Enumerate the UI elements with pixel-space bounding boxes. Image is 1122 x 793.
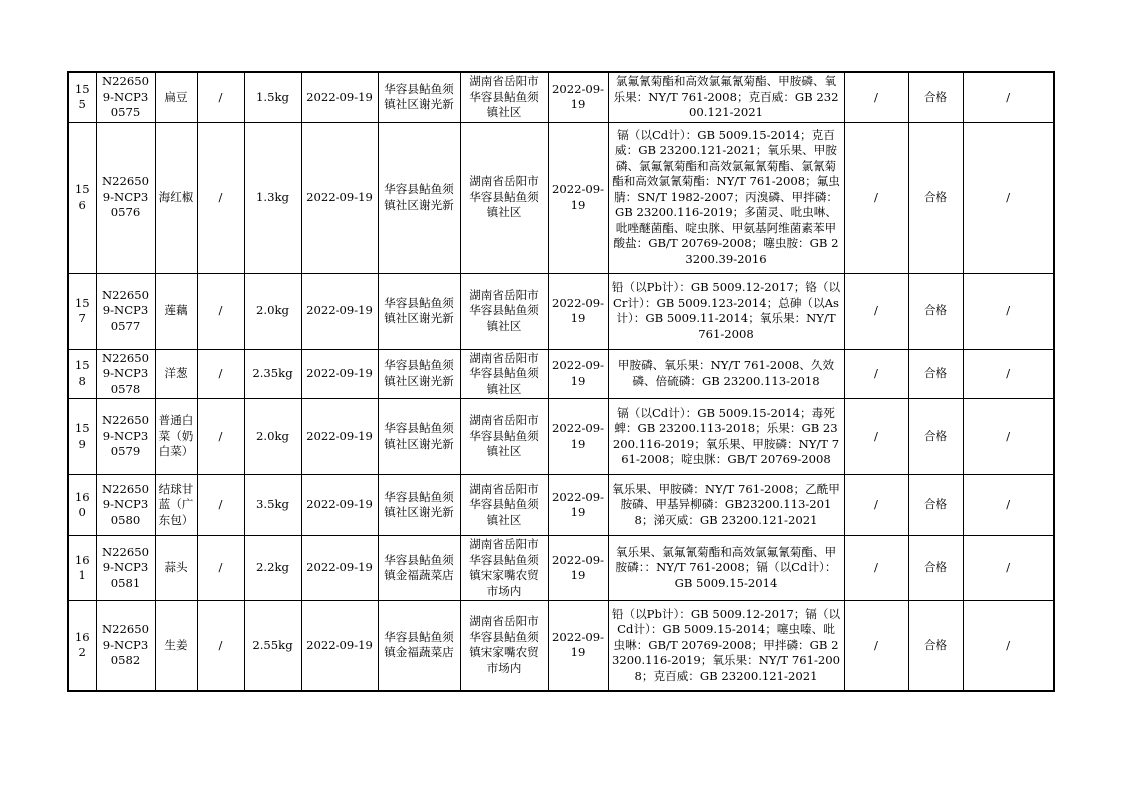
row-number: 162 [68,601,96,691]
result-cell: 合格 [908,399,963,475]
sampled-unit: 华容县鲇鱼须镇社区谢光新 [378,475,460,536]
sample-quantity: 1.3kg [244,122,301,273]
unit-address: 湖南省岳阳市华容县鲇鱼须镇社区 [460,72,548,122]
sample-quantity: 2.2kg [244,536,301,601]
sample-name: 莲藕 [155,273,197,349]
inspection-items: 氯氟氰菊酯和高效氯氟氰菊酯、甲胺磷、氧乐果：NY/T 761-2008；克百威：GB 23200.121-2021 [608,72,844,122]
table-row [68,273,1054,349]
sample-name: 结球甘蓝（广东包） [155,475,197,536]
row-number: 156 [68,122,96,273]
slash-cell: / [844,475,908,536]
unit-address: 湖南省岳阳市华容县鲇鱼须镇社区 [460,349,548,399]
row-number: 159 [68,399,96,475]
production-date: 2022-09-19 [548,273,608,349]
sample-name: 普通白菜（奶白菜） [155,399,197,475]
table-row [68,399,1054,475]
slash-cell: / [844,536,908,601]
sample-name: 海红椒 [155,122,197,273]
inspection-items: 氧乐果、氯氟氰菊酯和高效氯氟氰菊酯、甲胺磷：：NY/T 761-2008；镉（以Cd计）：GB 5009.15-2014 [608,536,844,601]
production-date: 2022-09-19 [548,122,608,273]
sample-quantity: 2.35kg [244,349,301,399]
spec-cell: / [197,475,244,536]
unit-address: 湖南省岳阳市华容县鲇鱼须镇社区 [460,399,548,475]
table-row [68,72,1054,122]
result-cell: 合格 [908,536,963,601]
sample-code: N226509-NCP30577 [96,273,155,349]
unit-address: 湖南省岳阳市华容县鲇鱼须镇宋家嘴农贸市场内 [460,601,548,691]
remark-cell: / [963,122,1054,273]
spec-cell: / [197,349,244,399]
inspection-items: 镉（以Cd计）：GB 5009.15-2014；克百威：GB 23200.121-2021；氧乐果、甲胺磷、氯氟氰菊酯和高效氯氟氰菊酯、氯氰菊酯和高效氯氰菊酯：NY/T 761-2008；氟虫腈：SN/T 1982-2007；丙溴磷、甲拌磷：GB 23200.116-2019；多菌灵、吡虫啉、吡唑醚菌酯、啶虫脒、甲氨基阿维菌素苯甲酸盐：GB/T 20769-2008；噻虫胺：GB 23200.39-2016 [608,122,844,273]
sample-code: N226509-NCP30581 [96,536,155,601]
remark-cell: / [963,601,1054,691]
remark-cell: / [963,72,1054,122]
table-row [68,122,1054,273]
inspection-results-table [67,71,1055,692]
row-number: 160 [68,475,96,536]
result-cell: 合格 [908,475,963,536]
unit-address: 湖南省岳阳市华容县鲇鱼须镇社区 [460,273,548,349]
result-cell: 合格 [908,273,963,349]
unit-address: 湖南省岳阳市华容县鲇鱼须镇社区 [460,122,548,273]
remark-cell: / [963,536,1054,601]
spec-cell: / [197,273,244,349]
sampling-date: 2022-09-19 [301,475,378,536]
sampled-unit: 华容县鲇鱼须镇金福蔬菜店 [378,601,460,691]
remark-cell: / [963,349,1054,399]
sampling-date: 2022-09-19 [301,601,378,691]
sample-code: N226509-NCP30582 [96,601,155,691]
inspection-items: 铅（以Pb计）：GB 5009.12-2017；铬（以Cr计）：GB 5009.123-2014；总砷（以As计）：GB 5009.11-2014；氧乐果：NY/T 761-2008 [608,273,844,349]
sampled-unit: 华容县鲇鱼须镇金福蔬菜店 [378,536,460,601]
sampling-date: 2022-09-19 [301,72,378,122]
production-date: 2022-09-19 [548,349,608,399]
inspection-items: 镉（以Cd计）：GB 5009.15-2014；毒死蜱：GB 23200.113-2018；乐果：GB 23200.116-2019；氧乐果、甲胺磷：NY/T 761-2008；啶虫脒：GB/T 20769-2008 [608,399,844,475]
sample-quantity: 2.0kg [244,273,301,349]
row-number: 161 [68,536,96,601]
sample-code: N226509-NCP30579 [96,399,155,475]
inspection-items: 氧乐果、甲胺磷：NY/T 761-2008；乙酰甲胺磷、甲基异柳磷：GB23200.113-2018；涕灭威：GB 23200.121-2021 [608,475,844,536]
spec-cell: / [197,601,244,691]
sample-name: 扁豆 [155,72,197,122]
table-row [68,536,1054,601]
row-number: 155 [68,72,96,122]
spec-cell: / [197,122,244,273]
result-cell: 合格 [908,122,963,273]
slash-cell: / [844,273,908,349]
sample-quantity: 1.5kg [244,72,301,122]
result-cell: 合格 [908,601,963,691]
spec-cell: / [197,536,244,601]
slash-cell: / [844,399,908,475]
row-number: 157 [68,273,96,349]
sampled-unit: 华容县鲇鱼须镇社区谢光新 [378,399,460,475]
production-date: 2022-09-19 [548,399,608,475]
sampling-date: 2022-09-19 [301,273,378,349]
sample-quantity: 3.5kg [244,475,301,536]
production-date: 2022-09-19 [548,601,608,691]
slash-cell: / [844,601,908,691]
sampled-unit: 华容县鲇鱼须镇社区谢光新 [378,349,460,399]
spec-cell: / [197,399,244,475]
sample-name: 洋葱 [155,349,197,399]
inspection-items: 铅（以Pb计）：GB 5009.12-2017；镉（以Cd计）：GB 5009.15-2014；噻虫嗪、吡虫啉：GB/T 20769-2008；甲拌磷：GB 23200.116-2019；氧乐果：NY/T 761-2008；克百威：GB 23200.121-2021 [608,601,844,691]
remark-cell: / [963,273,1054,349]
sample-name: 蒜头 [155,536,197,601]
table-row [68,601,1054,691]
slash-cell: / [844,122,908,273]
result-cell: 合格 [908,72,963,122]
slash-cell: / [844,72,908,122]
unit-address: 湖南省岳阳市华容县鲇鱼须镇社区 [460,475,548,536]
sample-name: 生姜 [155,601,197,691]
unit-address: 湖南省岳阳市华容县鲇鱼须镇宋家嘴农贸市场内 [460,536,548,601]
inspection-items: 甲胺磷、氧乐果：NY/T 761-2008、久效磷、倍硫磷：GB 23200.113-2018 [608,349,844,399]
table-row [68,475,1054,536]
result-cell: 合格 [908,349,963,399]
sample-code: N226509-NCP30578 [96,349,155,399]
table-row [68,349,1054,399]
sampling-date: 2022-09-19 [301,349,378,399]
production-date: 2022-09-19 [548,72,608,122]
spec-cell: / [197,72,244,122]
production-date: 2022-09-19 [548,475,608,536]
sample-quantity: 2.0kg [244,399,301,475]
sampled-unit: 华容县鲇鱼须镇社区谢光新 [378,122,460,273]
sampled-unit: 华容县鲇鱼须镇社区谢光新 [378,72,460,122]
row-number: 158 [68,349,96,399]
production-date: 2022-09-19 [548,536,608,601]
remark-cell: / [963,399,1054,475]
slash-cell: / [844,349,908,399]
sample-code: N226509-NCP30580 [96,475,155,536]
sampling-date: 2022-09-19 [301,536,378,601]
sample-quantity: 2.55kg [244,601,301,691]
remark-cell: / [963,475,1054,536]
sample-code: N226509-NCP30576 [96,122,155,273]
sampled-unit: 华容县鲇鱼须镇社区谢光新 [378,273,460,349]
sampling-date: 2022-09-19 [301,122,378,273]
sample-code: N226509-NCP30575 [96,72,155,122]
table-body [68,72,1054,691]
sampling-date: 2022-09-19 [301,399,378,475]
